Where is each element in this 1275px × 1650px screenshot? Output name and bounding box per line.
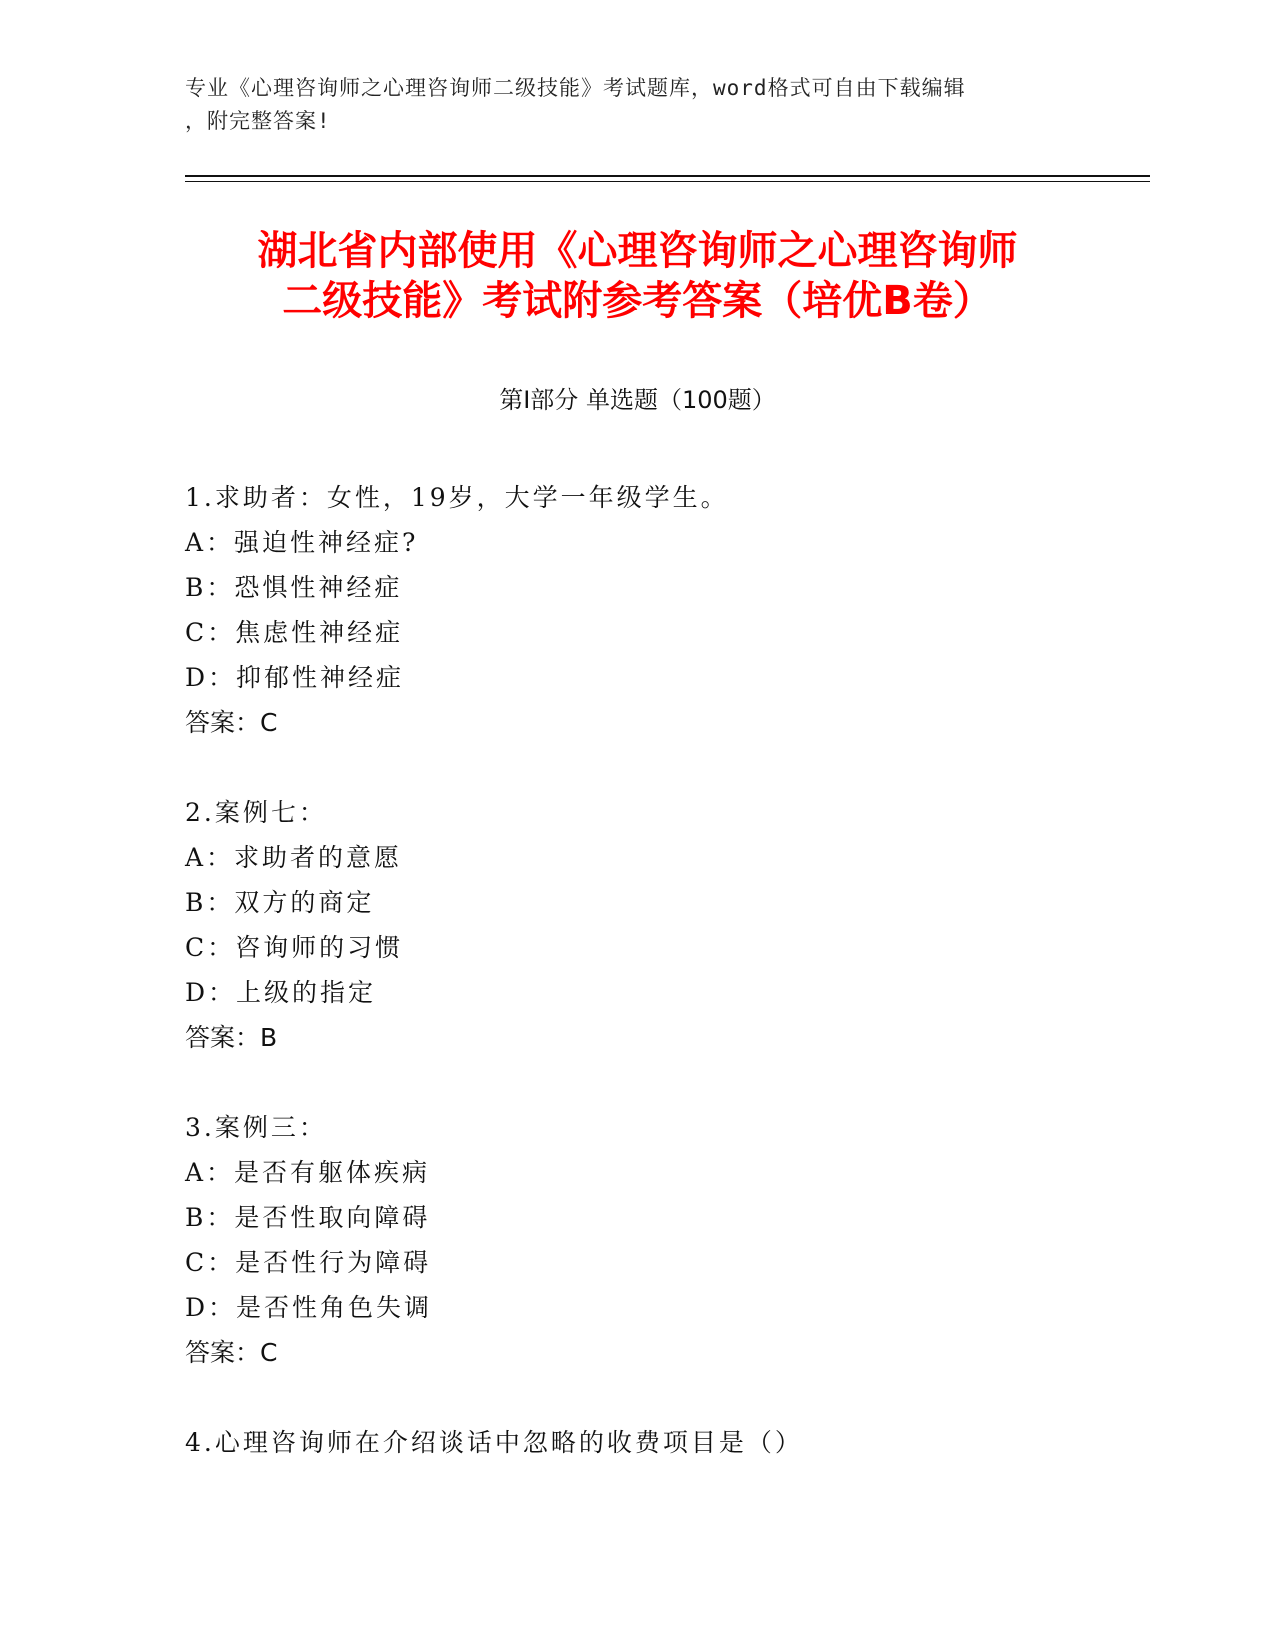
option-d: D：抑郁性神经症 <box>185 663 405 692</box>
question-stem: 1.求助者：女性，19岁，大学一年级学生。 <box>185 483 729 512</box>
question-2 <box>185 790 1085 1060</box>
option-d: D：上级的指定 <box>185 978 377 1007</box>
option-b: B：恐惧性神经症 <box>185 573 403 602</box>
question-stem: 3.案例三： <box>185 1113 327 1142</box>
option-b: B：双方的商定 <box>185 888 375 917</box>
document-title-line-2: 二级技能》考试附参考答案（培优B卷） <box>282 278 993 324</box>
header-note-line-1: 专业《心理咨询师之心理咨询师二级技能》考试题库，word格式可自由下载编辑 <box>185 76 966 100</box>
question-4 <box>185 1420 1085 1465</box>
option-c: C：焦虑性神经症 <box>185 618 404 647</box>
question-stem: 4.心理咨询师在介绍谈话中忽略的收费项目是（） <box>185 1428 803 1457</box>
question-1 <box>185 475 1085 745</box>
question-stem: 2.案例七： <box>185 798 327 827</box>
answer: 答案：B <box>185 1023 278 1052</box>
option-c: C：咨询师的习惯 <box>185 933 404 962</box>
question-list <box>185 475 1085 1510</box>
question-3 <box>185 1105 1085 1375</box>
header-note-line-2: ，附完整答案! <box>185 109 331 133</box>
header-note <box>185 72 1065 138</box>
document-title <box>150 226 1125 326</box>
option-a: A：求助者的意愿 <box>185 843 403 872</box>
section-heading: 第Ⅰ部分 单选题（100题） <box>499 386 776 414</box>
option-d: D：是否性角色失调 <box>185 1293 433 1322</box>
answer: 答案：C <box>185 708 278 737</box>
option-c: C：是否性行为障碍 <box>185 1248 432 1277</box>
option-a: A：强迫性神经症? <box>185 528 419 557</box>
answer: 答案：C <box>185 1338 278 1367</box>
option-b: B：是否性取向障碍 <box>185 1203 431 1232</box>
header-divider-thin <box>185 181 1150 182</box>
header-divider-thick <box>185 175 1150 177</box>
option-a: A：是否有躯体疾病 <box>185 1158 431 1187</box>
document-title-line-1: 湖北省内部使用《心理咨询师之心理咨询师 <box>257 228 1018 274</box>
